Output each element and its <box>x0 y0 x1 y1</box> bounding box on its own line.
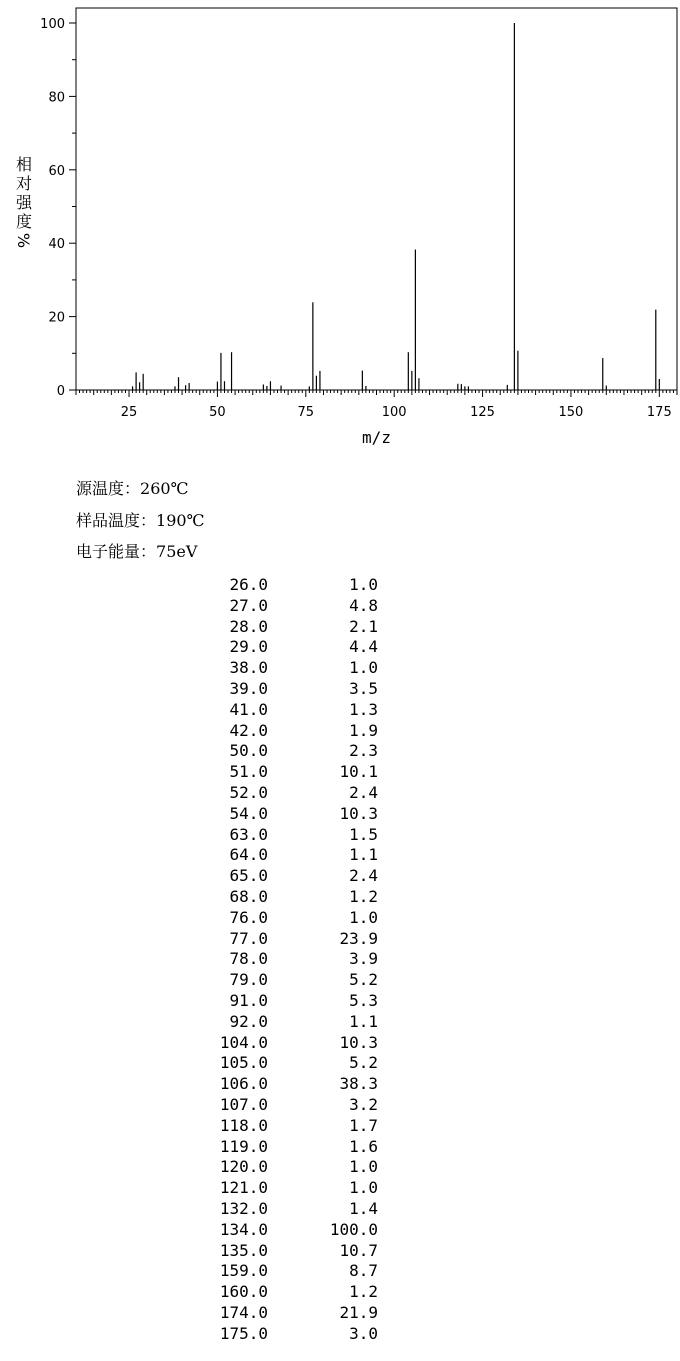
peak-row <box>200 762 378 783</box>
peak-intensity: 2.3 <box>349 741 378 761</box>
y-tick-label: 20 <box>48 310 65 326</box>
peak-mz: 41.0 <box>229 699 268 719</box>
peak-intensity: 10.7 <box>339 1240 378 1260</box>
y-tick-label: 80 <box>48 90 65 106</box>
peak-mz: 28.0 <box>229 616 268 636</box>
peak-intensity: 3.5 <box>349 678 378 698</box>
x-tick-label: 125 <box>470 405 495 420</box>
peak-row <box>200 1074 378 1095</box>
peak-row <box>200 741 378 762</box>
peak-mz: 54.0 <box>229 803 268 823</box>
peak-intensity: 100.0 <box>329 1219 378 1239</box>
peak-intensity: 10.3 <box>339 803 378 823</box>
x-tick-label: 150 <box>558 405 584 420</box>
peak-row <box>200 658 378 679</box>
peak-row <box>200 679 378 700</box>
peak-mz: 104.0 <box>219 1032 268 1052</box>
y-axis-label <box>12 155 36 250</box>
peak-mz: 52.0 <box>229 782 268 802</box>
condition-value: 190℃ <box>156 511 205 530</box>
peak-intensity: 1.3 <box>349 699 378 719</box>
peak-mz: 50.0 <box>229 741 268 761</box>
peak-intensity: 1.0 <box>349 1178 378 1198</box>
y-tick-label: 100 <box>40 17 65 32</box>
peak-intensity: 5.2 <box>349 970 378 990</box>
peak-row <box>200 1157 378 1178</box>
peak-row <box>200 1116 378 1137</box>
peak-mz: 118.0 <box>219 1115 268 1135</box>
peak-intensity: 5.2 <box>349 1053 378 1073</box>
condition-value: 260℃ <box>140 479 189 498</box>
peak-row <box>200 637 378 658</box>
plot-frame <box>76 8 677 390</box>
x-axis-label: m/z <box>362 428 391 447</box>
y-tick-label: 40 <box>48 237 65 253</box>
peak-mz: 107.0 <box>219 1094 268 1114</box>
peak-row <box>200 804 378 825</box>
peak-intensity: 38.3 <box>339 1074 378 1094</box>
peak-mz: 77.0 <box>229 928 268 948</box>
peak-row <box>200 1053 378 1074</box>
peak-intensity: 1.0 <box>349 907 378 927</box>
peak-intensity: 1.1 <box>349 845 378 865</box>
peak-mz: 63.0 <box>229 824 268 844</box>
peak-intensity: 2.1 <box>349 616 378 636</box>
peak-mz: 159.0 <box>219 1261 268 1281</box>
condition-label: 源温度： <box>76 479 141 498</box>
peak-mz: 51.0 <box>229 762 268 782</box>
peak-mz: 132.0 <box>219 1198 268 1218</box>
peak-row <box>200 721 378 742</box>
x-tick-label: 50 <box>209 405 226 420</box>
peak-intensity: 3.9 <box>349 949 378 969</box>
peak-intensity: 2.4 <box>349 782 378 802</box>
peak-mz: 78.0 <box>229 949 268 969</box>
peak-row <box>200 596 378 617</box>
peak-mz: 92.0 <box>229 1011 268 1031</box>
peak-table <box>200 575 378 1344</box>
peak-mz: 26.0 <box>229 575 268 594</box>
peak-row <box>200 1137 378 1158</box>
y-tick-label: 0 <box>56 384 65 399</box>
peak-mz: 120.0 <box>219 1157 268 1177</box>
peak-row <box>200 825 378 846</box>
peak-mz: 39.0 <box>229 678 268 698</box>
condition-label: 电子能量： <box>76 542 157 561</box>
peak-mz: 65.0 <box>229 866 268 886</box>
peak-row <box>200 1303 378 1324</box>
peak-intensity: 1.9 <box>349 720 378 740</box>
peak-mz: 68.0 <box>229 886 268 906</box>
peak-mz: 91.0 <box>229 990 268 1010</box>
peak-intensity: 21.9 <box>339 1302 378 1322</box>
peak-row <box>200 1095 378 1116</box>
peak-mz: 160.0 <box>219 1282 268 1302</box>
peak-row <box>200 617 378 638</box>
peak-row <box>200 949 378 970</box>
peak-intensity: 1.0 <box>349 1157 378 1177</box>
peak-row <box>200 1199 378 1220</box>
peak-mz: 119.0 <box>219 1136 268 1156</box>
peak-intensity: 3.0 <box>349 1323 378 1343</box>
x-tick-label: 75 <box>297 405 315 420</box>
peak-mz: 42.0 <box>229 720 268 740</box>
peak-row <box>200 575 378 596</box>
peak-row <box>200 1261 378 1282</box>
peak-intensity: 1.0 <box>349 658 378 678</box>
peak-mz: 175.0 <box>219 1323 268 1343</box>
x-tick-label: 25 <box>120 405 138 420</box>
peak-intensity: 1.2 <box>349 886 378 906</box>
peak-mz: 27.0 <box>229 595 268 615</box>
peak-intensity: 1.5 <box>349 824 378 844</box>
y-axis-label-char: 对 <box>15 174 32 193</box>
peak-intensity: 1.4 <box>349 1198 378 1218</box>
peak-row <box>200 1178 378 1199</box>
peak-row <box>200 1241 378 1262</box>
peak-mz: 79.0 <box>229 970 268 990</box>
y-axis-label-char: 相 <box>15 155 32 174</box>
sample-temperature <box>76 508 204 531</box>
peak-row <box>200 783 378 804</box>
peak-mz: 29.0 <box>229 637 268 657</box>
mass-spectrum-chart <box>0 0 680 460</box>
peak-row <box>200 1012 378 1033</box>
source-temperature <box>76 476 188 499</box>
peak-row <box>200 1282 378 1303</box>
y-axis-label-char: 度 <box>15 212 32 231</box>
peak-mz: 135.0 <box>219 1240 268 1260</box>
peak-intensity: 1.2 <box>349 1282 378 1302</box>
peak-row <box>200 887 378 908</box>
peak-intensity: 3.2 <box>349 1094 378 1114</box>
peak-row <box>200 929 378 950</box>
peak-intensity: 4.8 <box>349 595 378 615</box>
peak-row <box>200 866 378 887</box>
peak-intensity: 1.1 <box>349 1011 378 1031</box>
peak-intensity: 10.3 <box>339 1032 378 1052</box>
condition-label: 样品温度： <box>76 511 157 530</box>
peak-intensity: 5.3 <box>349 990 378 1010</box>
peak-row <box>200 1033 378 1054</box>
peak-row <box>200 970 378 991</box>
x-tick-label: 100 <box>381 405 407 420</box>
peak-intensity: 4.4 <box>349 637 378 657</box>
peak-row <box>200 845 378 866</box>
peak-intensity: 10.1 <box>339 762 378 782</box>
peak-row <box>200 1220 378 1241</box>
x-tick-label: 175 <box>646 405 672 420</box>
peak-intensity: 1.7 <box>349 1115 378 1135</box>
peak-mz: 105.0 <box>219 1053 268 1073</box>
peak-mz: 38.0 <box>229 658 268 678</box>
electron-energy <box>76 539 197 562</box>
peak-intensity: 2.4 <box>349 866 378 886</box>
peak-intensity: 1.6 <box>349 1136 378 1156</box>
peak-mz: 76.0 <box>229 907 268 927</box>
peak-mz: 64.0 <box>229 845 268 865</box>
peak-mz: 121.0 <box>219 1178 268 1198</box>
peak-row <box>200 700 378 721</box>
peak-row <box>200 1324 378 1345</box>
peak-row <box>200 991 378 1012</box>
y-tick-label: 60 <box>48 163 65 179</box>
peak-mz: 134.0 <box>219 1219 268 1239</box>
y-axis-label-unit: % <box>14 232 34 249</box>
y-axis-label-char: 强 <box>15 193 32 212</box>
peak-intensity: 1.0 <box>349 575 378 594</box>
condition-value: 75eV <box>156 542 198 561</box>
peak-intensity: 23.9 <box>339 928 378 948</box>
peak-intensity: 8.7 <box>349 1261 378 1281</box>
peak-row <box>200 908 378 929</box>
peak-mz: 106.0 <box>219 1074 268 1094</box>
peak-mz: 174.0 <box>219 1302 268 1322</box>
